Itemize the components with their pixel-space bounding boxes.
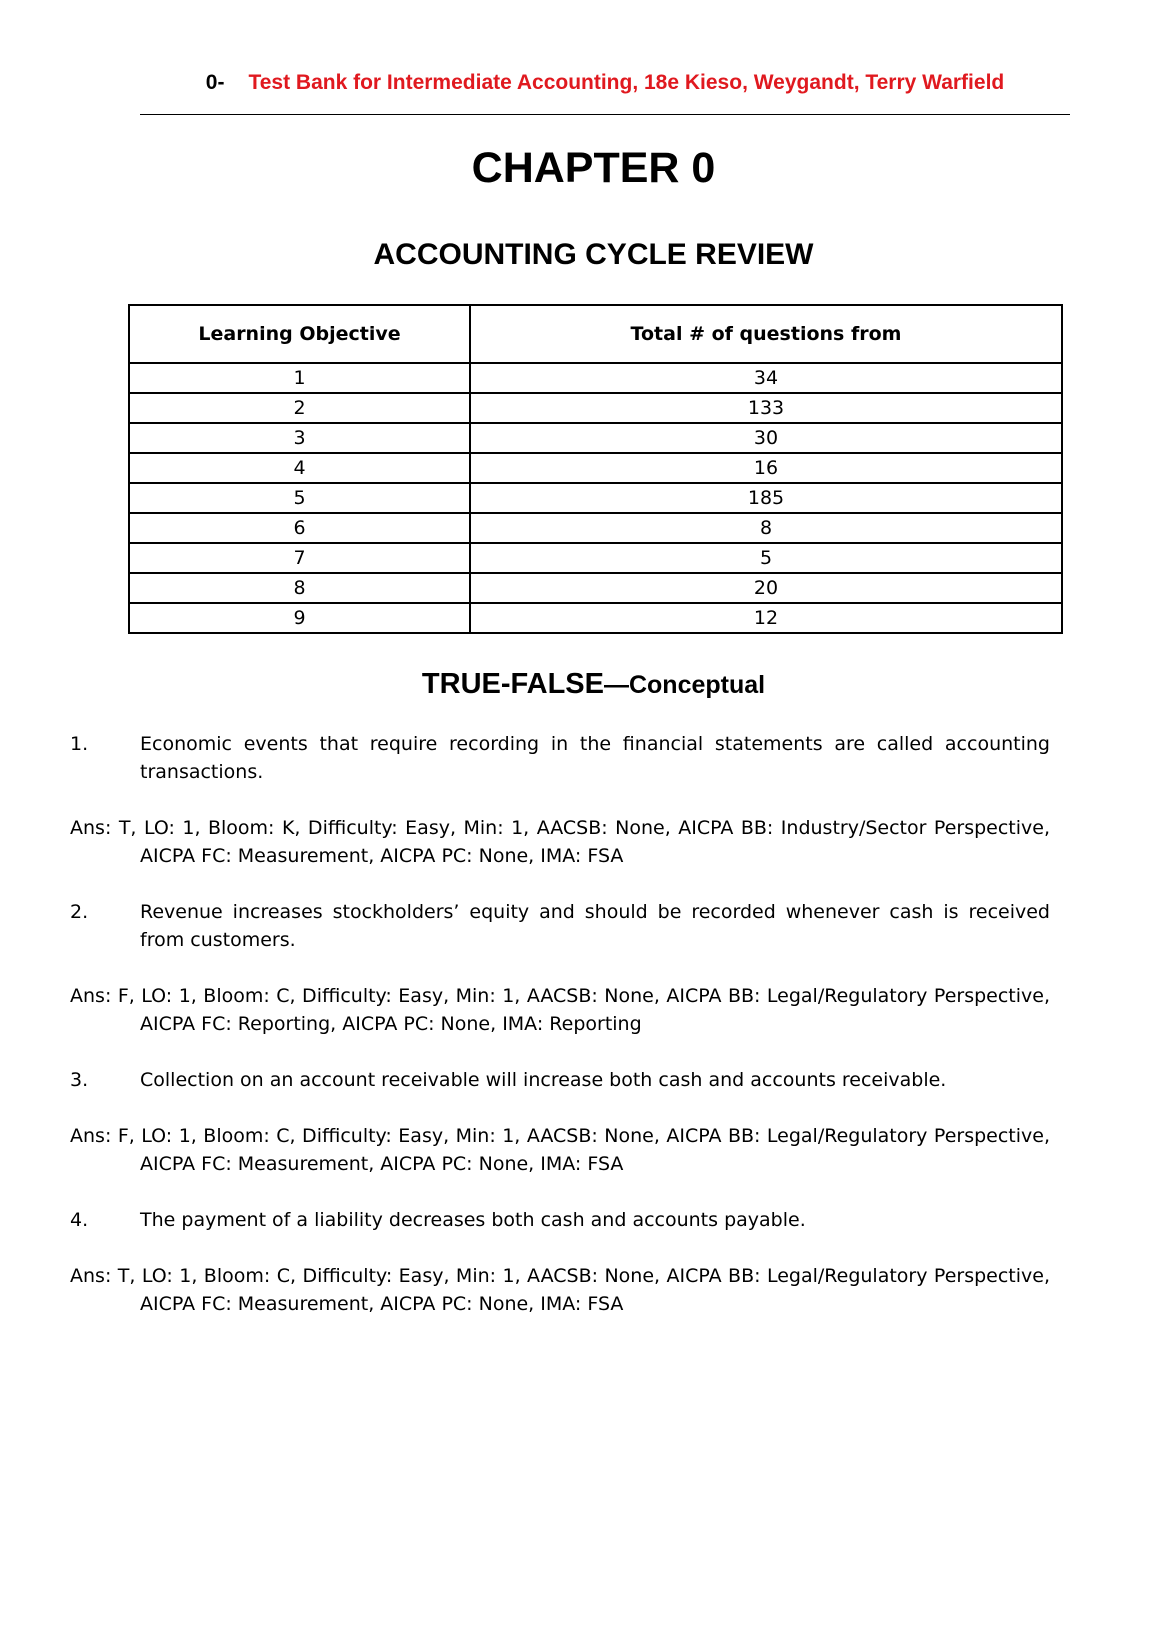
table-row: [129, 543, 1062, 573]
count-cell: 16: [470, 453, 1062, 483]
page-number: 0-: [205, 71, 225, 94]
count-cell: 5: [470, 543, 1062, 573]
count-cell: 30: [470, 423, 1062, 453]
lo-cell: 6: [129, 513, 470, 543]
lo-cell: 1: [129, 363, 470, 393]
lo-cell: 8: [129, 573, 470, 603]
count-cell: 12: [470, 603, 1062, 633]
question-text: Collection on an account receivable will increase both cash and accounts receivable.: [140, 1069, 947, 1091]
answer-line: Ans: T, LO: 1, Bloom: K, Difficulty: Easy, Min: 1, AACSB: None, AICPA BB: Industry/Sector Perspective, AICPA FC: Measurement, AICPA PC: None, IMA: FSA: [70, 817, 1050, 867]
lo-cell: 7: [129, 543, 470, 573]
question-number: 2.: [70, 901, 89, 923]
question-item: [70, 730, 1050, 786]
lo-cell: 4: [129, 453, 470, 483]
questions-list: [70, 730, 1050, 1346]
lo-cell: 3: [129, 423, 470, 453]
count-cell: 133: [470, 393, 1062, 423]
lo-cell: 5: [129, 483, 470, 513]
question-item: [70, 1066, 1050, 1094]
count-cell: 185: [470, 483, 1062, 513]
table-row: [129, 573, 1062, 603]
question-number: 1.: [70, 733, 89, 755]
count-cell: 8: [470, 513, 1062, 543]
question-item: [70, 1206, 1050, 1234]
question-text: Economic events that require recording in the financial statements are called accounting transactions.: [140, 733, 1050, 783]
lo-cell: 2: [129, 393, 470, 423]
table-row: [129, 483, 1062, 513]
answer-line: Ans: F, LO: 1, Bloom: C, Difficulty: Easy, Min: 1, AACSB: None, AICPA BB: Legal/Regulatory Perspective, AICPA FC: Reporting, AICPA PC: None, IMA: Reporting: [70, 985, 1050, 1035]
count-cell: 34: [470, 363, 1062, 393]
table-row: [129, 453, 1062, 483]
column-header-learning-objective: Learning Objective: [129, 305, 470, 363]
learning-objective-table: [128, 304, 1063, 634]
question-number: 3.: [70, 1069, 89, 1091]
table-row: [129, 363, 1062, 393]
question-number: 4.: [70, 1209, 89, 1231]
lo-cell: 9: [129, 603, 470, 633]
table-row: [129, 513, 1062, 543]
section-title: ACCOUNTING CYCLE REVIEW: [373, 238, 814, 271]
page-header: [140, 68, 1070, 115]
answer-line: Ans: F, LO: 1, Bloom: C, Difficulty: Easy, Min: 1, AACSB: None, AICPA BB: Legal/Regulatory Perspective, AICPA FC: Measurement, AICPA PC: None, IMA: FSA: [70, 1125, 1050, 1175]
question-item: [70, 898, 1050, 954]
table-row: [129, 423, 1062, 453]
book-title: Test Bank for Intermediate Accounting, 18e Kieso, Weygandt, Terry Warfield: [248, 71, 1005, 94]
true-false-title-main: TRUE-FALSE: [421, 668, 604, 700]
table-row: [129, 393, 1062, 423]
chapter-title: CHAPTER 0: [471, 144, 716, 192]
column-header-total-questions: Total # of questions from: [470, 305, 1062, 363]
question-text: The payment of a liability decreases both cash and accounts payable.: [140, 1209, 806, 1231]
answer-line: Ans: T, LO: 1, Bloom: C, Difficulty: Easy, Min: 1, AACSB: None, AICPA BB: Legal/Regulatory Perspective, AICPA FC: Measurement, AICPA PC: None, IMA: FSA: [70, 1265, 1050, 1315]
true-false-title-sub: —Conceptual: [603, 671, 766, 699]
table-row: [129, 603, 1062, 633]
count-cell: 20: [470, 573, 1062, 603]
table-header-row: [129, 305, 1062, 363]
question-text: Revenue increases stockholders’ equity and should be recorded whenever cash is received from customers.: [140, 901, 1050, 951]
true-false-title: [0, 664, 1157, 709]
